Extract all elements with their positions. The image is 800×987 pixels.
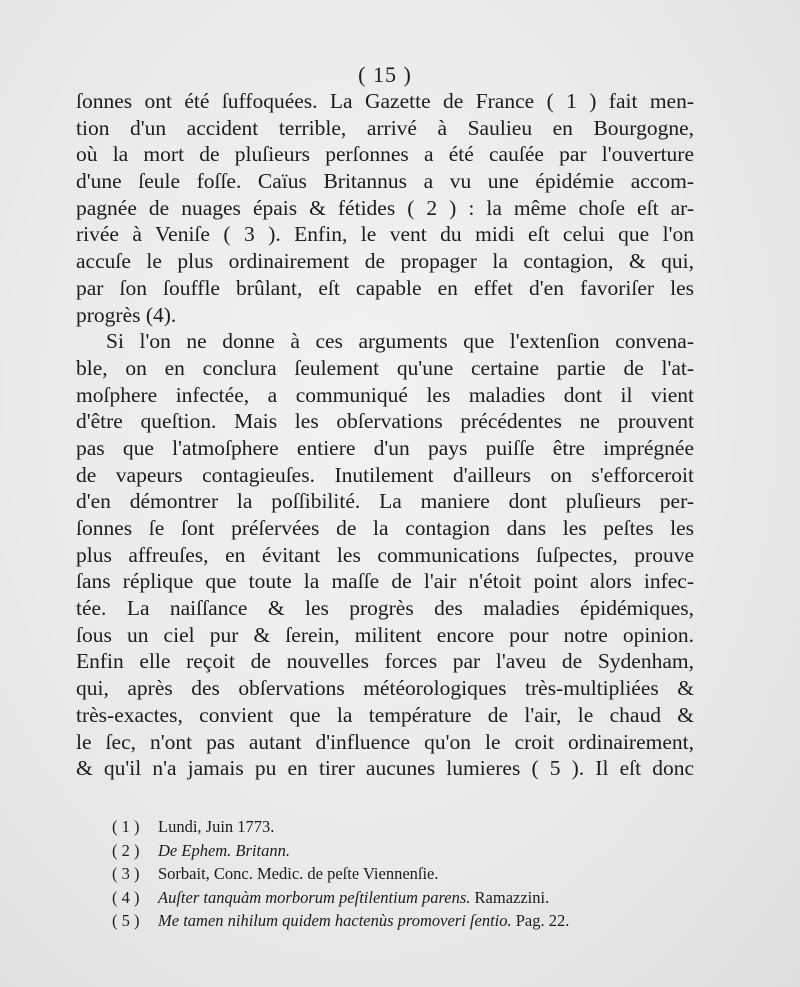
text-line: pas que l'atmoſphere entiere d'un pays puiſſe être imprégnée (76, 435, 694, 460)
footnote-text: De Ephem. Britann. (158, 840, 290, 860)
text-line: plus affreuſes, en évitant les communications ſuſpectes, prouve (76, 542, 694, 567)
text-line: qui, après des obſervations météorologiques très-multipliées & (76, 676, 694, 701)
text-line: tion d'un accident terrible, arrivé à Saulieu en Bourgogne, (76, 115, 694, 140)
footnote-text: Lundi, Juin 1773. (158, 817, 275, 836)
text-line: Enfin elle reçoit de nouvelles forces par l'aveu de Sydenham, (76, 649, 694, 674)
text-line: ſous un ciel pur & ſerein, militent encore pour notre opinion. (76, 622, 694, 647)
text-line: moſphere infectée, a communiqué les maladies dont il vient (76, 382, 694, 407)
footnote-suffix: Pag. 22. (511, 911, 570, 930)
text-line: accuſe le plus ordinairement de propager la contagion, & qui, (76, 249, 694, 274)
footnote-text: Sorbait, Conc. Medic. de peſte Viennenſie. (158, 864, 439, 883)
paragraph (76, 88, 694, 328)
text-line: tée. La naiſſance & les progrès des maladies épidémiques, (76, 596, 694, 621)
text-line: où la mort de pluſieurs perſonnes a été cauſée par l'ouverture (76, 142, 694, 167)
footnote (112, 886, 569, 910)
page-number: ( 15 ) (358, 62, 412, 87)
text-line: très-exactes, convient que la température de l'air, le chaud & (76, 702, 694, 727)
text-line: progrès (4). (76, 302, 177, 327)
footnote-marker: ( 1 ) (112, 817, 140, 836)
footnote-text: Me tamen nihilum quidem hactenùs promoveri ſentio. (158, 911, 512, 930)
text-line: ble, on en conclura ſeulement qu'une certaine partie de l'at- (76, 355, 694, 380)
footnote-marker: ( 3 ) (112, 864, 140, 883)
footnote-marker: ( 4 ) (112, 887, 140, 907)
footnote-marker: ( 5 ) (112, 911, 140, 930)
text-line: Si l'on ne donne à ces arguments que l'extenſion convena- (106, 329, 694, 354)
text-line: le ſec, n'ont pas autant d'influence qu'on le croit ordinairement, (76, 729, 694, 754)
text-line: & qu'il n'a jamais pu en tirer aucunes lumieres ( 5 ). Il eſt donc (76, 756, 694, 781)
footnote (112, 862, 569, 886)
text-line: de vapeurs contagieuſes. Inutilement d'ailleurs on s'efforceroit (76, 462, 694, 487)
footnote-suffix: Ramazzini. (470, 887, 550, 907)
footnote (112, 909, 569, 933)
text-line: ſans réplique que toute la maſſe de l'air n'étoit point alors infec- (76, 569, 694, 594)
paragraph (76, 328, 694, 782)
text-line: rivée à Veniſe ( 3 ). Enfin, le vent du midi eſt celui que l'on (76, 222, 694, 247)
text-line: par ſon ſouffle brûlant, eſt capable en effet d'en favoriſer les (76, 275, 694, 300)
text-line: ſonnes ſe ſont préſervées de la contagion dans les peſtes les (76, 516, 694, 540)
footnote-text: Auſter tanquàm morborum peſtilentium parens. (158, 887, 471, 907)
text-line: pagnée de nuages épais & fétides ( 2 ) : la même choſe eſt ar- (76, 195, 694, 220)
text-line: ſonnes ont été ſuffoquées. La Gazette de France ( 1 ) fait men- (76, 89, 694, 113)
text-line: d'être queſtion. Mais les obſervations précédentes ne prouvent (76, 409, 694, 434)
footnote (112, 815, 569, 839)
text-line: d'une ſeule foſſe. Caïus Britannus a vu une épidémie accom- (76, 169, 694, 194)
footnote (112, 839, 569, 863)
footnote-marker: ( 2 ) (112, 840, 140, 860)
text-line: d'en démontrer la poſſibilité. La maniere dont pluſieurs per- (76, 489, 694, 514)
footnotes (112, 815, 569, 933)
body-text (76, 88, 694, 782)
